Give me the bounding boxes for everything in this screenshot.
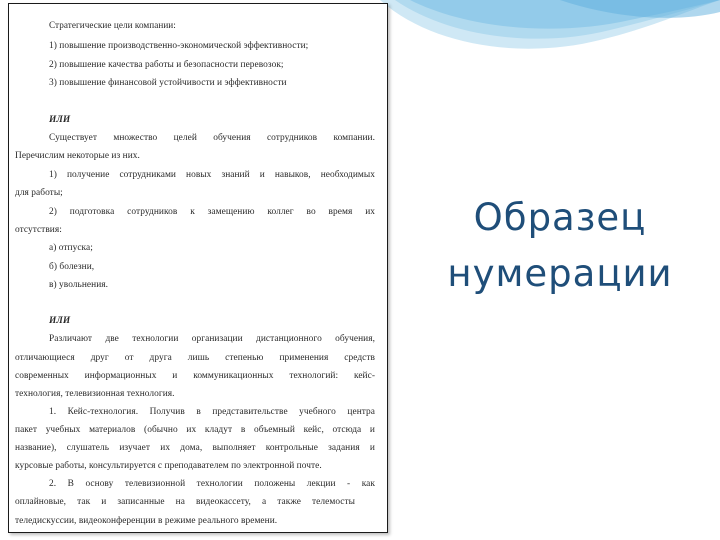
doc-line: оплайновые, так и записанные на видеокассету, а также телемосты [15, 497, 355, 507]
slide-title-line-2: нумерации [447, 252, 673, 295]
doc-line: 1) получение сотрудниками новых знаний и навыков, необходимых [49, 170, 375, 180]
doc-line: современных информационных и коммуникационных технологий: кейс- [15, 371, 375, 381]
doc-line: пакет учебных материалов (обычно их кладут в объемный кейс, отсюда и [15, 425, 375, 435]
doc-line: 2) подготовка сотрудников к замещению коллег во время их [49, 207, 375, 217]
doc-line: курсовые работы, консультируется с преподавателем по электронной почте. [15, 461, 322, 471]
doc-line: 3) повышение финансовой устойчивости и эффективности [49, 78, 287, 88]
doc-line: Существует множество целей обучения сотрудников компании. [49, 133, 375, 143]
doc-line: Перечислим некоторые из них. [15, 151, 140, 161]
doc-line-ili: ИЛИ [49, 316, 71, 326]
doc-line: отличающиеся друг от друга лишь степенью применения средств [15, 353, 375, 363]
doc-line: б) болезни, [49, 262, 95, 272]
doc-line: а) отпуска; [49, 243, 93, 253]
doc-line: 1. Кейс-технология. Получив в представительстве учебного центра [49, 407, 375, 417]
slide-title [420, 190, 700, 302]
doc-line: 1) повышение производственно-экономической эффективности; [49, 41, 309, 51]
doc-line: отсутствия: [15, 225, 62, 235]
doc-line: Стратегические цели компании: [49, 20, 176, 30]
doc-line: теледискуссии, видеоконференции в режиме реального времени. [15, 516, 278, 526]
doc-line-ili: ИЛИ [49, 115, 71, 125]
doc-line: название), слушатель изучает их дома, выполняет контрольные задания и [15, 443, 375, 453]
doc-line: 2. В основу телевизионной технологии положены лекции - как [49, 479, 375, 489]
doc-line: 2) повышение качества работы и безопасности перевозок; [49, 60, 284, 70]
doc-line: технология, телевизионная технология. [15, 389, 175, 399]
doc-line: Различают две технологии организации дистанционного обучения, [49, 334, 375, 344]
doc-line: в) увольнения. [49, 280, 109, 290]
slide-title-line-1: Образец [473, 196, 647, 239]
document-scan [8, 3, 388, 533]
doc-line: для работы; [15, 188, 63, 198]
